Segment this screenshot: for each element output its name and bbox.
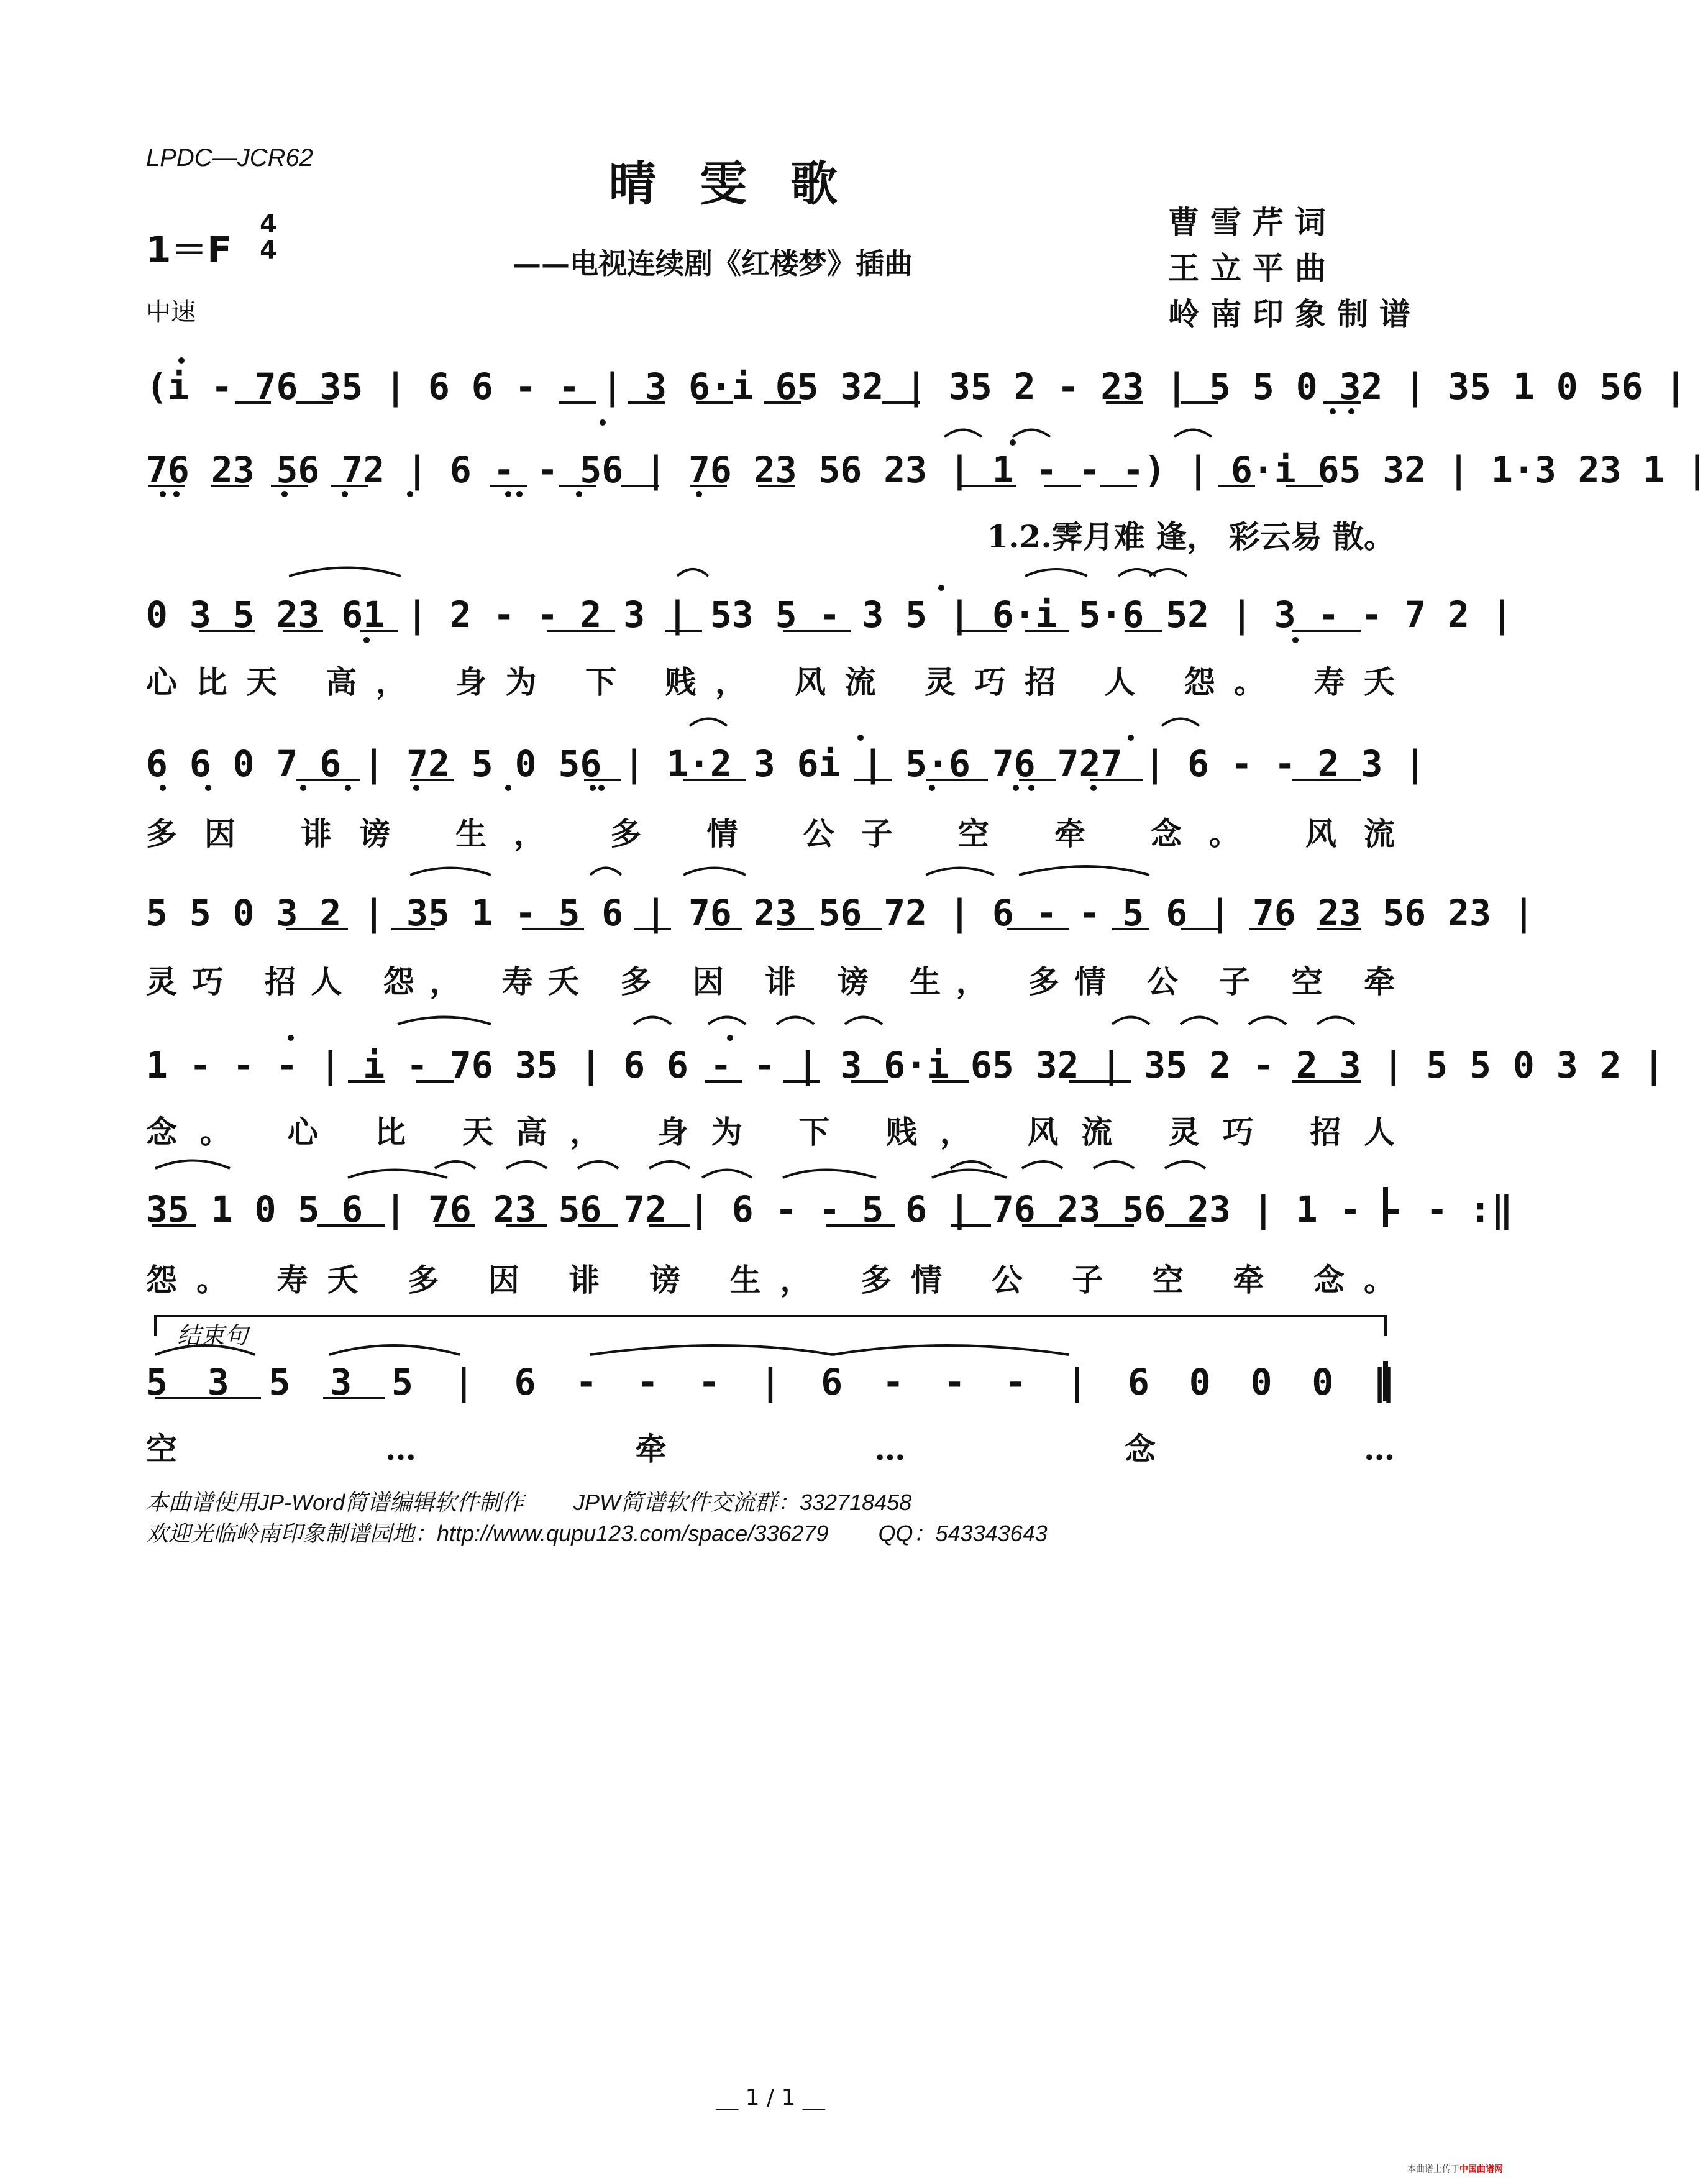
ending-label: 结束句 (177, 1322, 249, 1349)
notation-row-8: 5 3 5 3 5 | 6 - - - | 6 - - - | 6 0 0 0 ‖ (146, 1361, 1395, 1403)
song-title: 晴雯歌 (609, 156, 881, 211)
tempo-marking: 中速 (146, 298, 196, 326)
credit-transcriber: 岭南印象制谱 (1168, 296, 1422, 332)
upload-watermark (1407, 2163, 1503, 2175)
lyrics-row-5: 灵巧 招人 怨， 寿夭 多 因 诽 谤 生， 多情 公 子 空 牵 (146, 963, 1395, 1000)
credit-composer: 王立平曲 (1168, 250, 1337, 286)
lyrics-row-6: 念。 心 比 天高， 身为 下 贱， 风流 灵巧 招人 (146, 1114, 1395, 1150)
notation-row-5: 5 5 0 3 2 | 35 1 - 5 6 | 76 23 56 72 | 6 - - 5 6 | 76 23 56 23 | (146, 892, 1535, 934)
lyrics-row-2: 1.2.霁月难 逢， 彩云易 散。 (987, 518, 1395, 555)
upload-prefix: 本曲谱上传于 (1407, 2164, 1459, 2174)
time-signature-bottom: 4 (260, 236, 277, 265)
lyrics-row-8: 空… 牵… 念… (146, 1431, 1395, 1467)
score-code: LPDC—JCR62 (146, 144, 313, 172)
notation-row-1: (i - 76 35 | 6 6 - - | 3 6·i 65 32 | 35 2 - 23 | 5 5 0 32 | 35 1 0 56 | (146, 365, 1687, 408)
notation-row-6: 1 - - - | i - 76 35 | 6 6 - - | 3 6·i 65 32 | 35 2 - 2 3 | 5 5 0 3 2 | (146, 1044, 1665, 1086)
lyrics-row-7: 怨。 寿夭 多 因 诽 谤 生， 多情 公 子 空 牵 念。 (146, 1262, 1395, 1298)
notation-row-7: 35 1 0 5 6 | 76 23 56 72 | 6 - - 5 6 | 76 23 56 23 | 1 - - - :‖ (146, 1188, 1513, 1230)
footer-software-note: 本曲谱使用JP-Word简谱编辑软件制作 JPW简谱软件交流群：332718458 (146, 1490, 912, 1515)
lyrics-row-3: 心比天 高， 身为 下 贱， 风流 灵巧招 人 怨。 寿夭 (146, 664, 1395, 700)
lyrics-row-4: 多因 诽谤 生， 多 情 公子 空 牵 念。 风流 (146, 815, 1395, 852)
subtitle: ——电视连续剧《红楼梦》插曲 (513, 247, 913, 280)
time-signature (256, 211, 281, 263)
footer-website-note: 欢迎光临岭南印象制谱园地：http://www.qupu123.com/space/336279 QQ：543343643 (146, 1521, 1048, 1546)
notation-row-2: 76 23 56 72 | 6 - - 56 | 76 23 56 23 | 1 - - -) | 6·i 65 32 | 1·3 23 1 | (146, 449, 1708, 491)
time-signature-top: 4 (260, 210, 277, 239)
notation-row-4: 6 6 0 7 6 | 72 5 0 56 | 1·2 3 6i | 5·6 76 727 | 6 - - 2 3 | (146, 743, 1427, 785)
notation-row-3: 0 3 5 23 61 | 2 - - 2 3 | 53 5 - 3 5 | 6·i 5·6 52 | 3 - - 7 2 | (146, 593, 1513, 636)
credit-lyricist: 曹雪芹词 (1168, 204, 1337, 240)
key-signature: 1＝F (146, 229, 232, 271)
page-number: __ 1 / 1 __ (716, 2085, 825, 2110)
upload-site: 中国曲谱网 (1459, 2164, 1503, 2174)
